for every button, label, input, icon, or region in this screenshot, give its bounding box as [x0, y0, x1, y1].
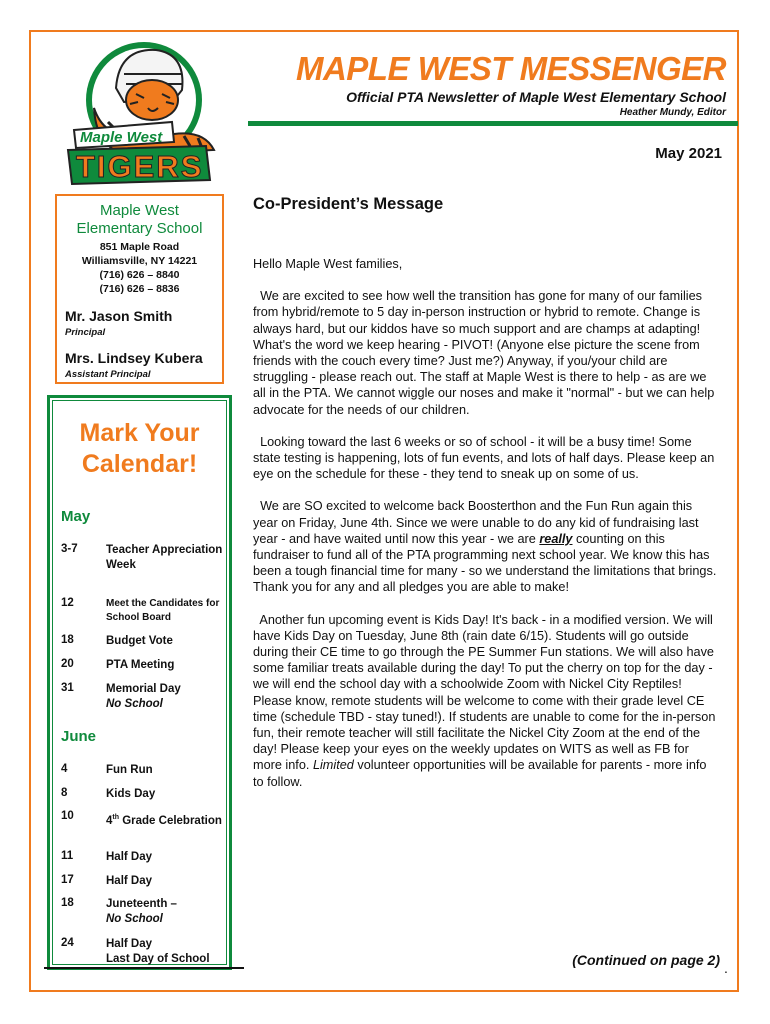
paragraph-text: volunteer opportunities will be available for parents - more info to follow.: [253, 758, 707, 789]
calendar-date: 20: [61, 658, 74, 670]
calendar-event: PTA Meeting: [106, 659, 175, 671]
principal-name: Mr. Jason Smith: [65, 308, 173, 324]
calendar-event-label: Half Day: [106, 938, 153, 950]
logo-text-line2: TIGERS: [76, 149, 204, 184]
article-title: Co-President’s Message: [253, 195, 444, 213]
assistant-principal-name: Mrs. Lindsey Kubera: [65, 350, 203, 366]
calendar-event-part: Grade Celebration: [119, 814, 222, 827]
continued-link[interactable]: (Continued on page 2): [572, 952, 720, 968]
newsletter-title: MAPLE WEST MESSENGER: [295, 50, 726, 87]
paragraph-text: We are excited to see how well the transition has gone for many of our families from hybrid/remote to 5 day in-person instruction or hybrid to remote. Change is always hard, but our kiddos have so much support and are champs at adapting! What's the word we keep hearing - PIVOT! (Anyone else picture the scene from friends with the couch every time? Just me?) Anyway, if you/your child are struggling - please reach out. The staff at Maple West is there to help - as are we all in the PTA. We cannot wiggle our noses and make it "normal" - but we can help advocate for the needs of our children.: [253, 289, 715, 417]
phone-1: (716) 626 – 8840: [99, 269, 180, 281]
calendar-event: Fun Run: [106, 764, 153, 776]
calendar-event-note: No School: [106, 698, 163, 710]
paragraph: [253, 434, 719, 483]
calendar-event-label-2: Last Day of School: [106, 953, 210, 965]
paragraph: [253, 288, 719, 418]
calendar-date: 31: [61, 682, 74, 694]
calendar-month-june: June: [61, 728, 97, 745]
emphasis-really: really: [539, 531, 573, 546]
school-address: [65, 240, 214, 296]
calendar-month-may: May: [61, 508, 91, 525]
calendar-bottom-rule: [44, 967, 244, 969]
emphasis-limited: Limited: [312, 758, 354, 773]
address-line2: Williamsville, NY 14221: [81, 255, 198, 267]
calendar-date: 18: [61, 897, 74, 909]
phone-2: (716) 626 – 8836: [99, 283, 180, 295]
principal-role: Principal: [65, 327, 106, 338]
address-line1: 851 Maple Road: [99, 241, 180, 253]
calendar-box: [47, 395, 232, 970]
article-body: [253, 256, 719, 806]
logo-text-line1: Maple West: [80, 129, 163, 146]
calendar-title: [50, 418, 229, 480]
calendar-date: 8: [61, 787, 68, 799]
calendar-date: 18: [61, 634, 74, 646]
calendar-date: 11: [61, 850, 74, 862]
calendar-event: [106, 810, 226, 829]
tigers-logo: [64, 38, 244, 188]
calendar-date: 24: [61, 937, 74, 949]
calendar-title-line2: Calendar!: [81, 450, 198, 478]
calendar-event-label: Juneteenth –: [106, 898, 177, 910]
calendar-event-note: No School: [106, 913, 163, 925]
calendar-date: 12: [61, 597, 74, 609]
paragraph: [253, 498, 719, 595]
calendar-event: Budget Vote: [106, 635, 173, 647]
trailing-dot: .: [724, 960, 728, 976]
school-name-line1: Maple West: [100, 202, 179, 219]
calendar-event: [106, 897, 226, 927]
issue-date: May 2021: [655, 145, 722, 162]
calendar-event: Kids Day: [106, 788, 156, 800]
paragraph-text: We are SO excited to welcome back Boosterthon and the Fun Run again this year on Friday, June 4th. Since we were unable to do any kid of fundraising last year - and have waited until now this year - we are: [253, 499, 699, 546]
school-name-line2: Elementary School: [76, 220, 203, 237]
paragraph-text: Another fun upcoming event is Kids Day! It's back - in a modified version. We will have Kids Day on Tuesday, June 8th (rain date 6/15). Students will go outside during their CE time to go through the PE Summer Fun stations. We will also have some familiar treats available during the day! To put the cherry on top for the day - we will end the school day with a schoolwide Zoom with Nickel City Reptiles! Please know, remote students will be welcome to come with their grade level CE time (schedule TBD - stay tuned!). If students are unable to come for the in-person fun, their remote teacher will still facilitate the Nickel City Zoom at the end of the day! Please keep your eyes on the weekly updates on WITS as well as FB for more info.: [253, 612, 716, 773]
calendar-title-line1: Mark Your: [79, 419, 200, 447]
paragraph-text: Looking toward the last 6 weeks or so of school - it will be a busy time! Some state testing is happening, lots of fun events, and lots of half days. Please keep an eye on the schedule for these - they tend to sneak up on some of us.: [253, 434, 715, 482]
calendar-date: 3-7: [61, 543, 78, 555]
assistant-principal-role: Assistant Principal: [65, 369, 151, 380]
calendar-date: 10: [61, 810, 74, 822]
masthead-rule: [248, 121, 738, 126]
paragraph-text: counting on this fundraiser to fund all of the PTA programming next school year. We know this has been a tough financial time for many - so we understand the limitations that brings. Thank you for any and all pledges you are able to make!: [253, 531, 717, 595]
school-info-box: [55, 194, 224, 384]
calendar-event: Teacher Appreciation Week: [106, 544, 223, 571]
calendar-date: 17: [61, 874, 74, 886]
calendar-event-label: Memorial Day: [106, 683, 181, 695]
calendar-event: [106, 937, 226, 967]
calendar-event: Half Day: [106, 851, 153, 863]
calendar-event: Meet the Candidates for School Board: [106, 598, 220, 623]
newsletter-subtitle: Official PTA Newsletter of Maple West Elementary School: [346, 89, 726, 105]
editor-credit: Heather Mundy, Editor: [619, 107, 726, 118]
calendar-event: [106, 682, 226, 712]
greeting: Hello Maple West families,: [253, 257, 403, 271]
calendar-date: 4: [61, 763, 68, 775]
calendar-event-part: 4: [106, 814, 113, 827]
calendar-event: Half Day: [106, 875, 153, 887]
calendar-event-superscript: th: [112, 814, 120, 821]
paragraph: [253, 612, 719, 790]
